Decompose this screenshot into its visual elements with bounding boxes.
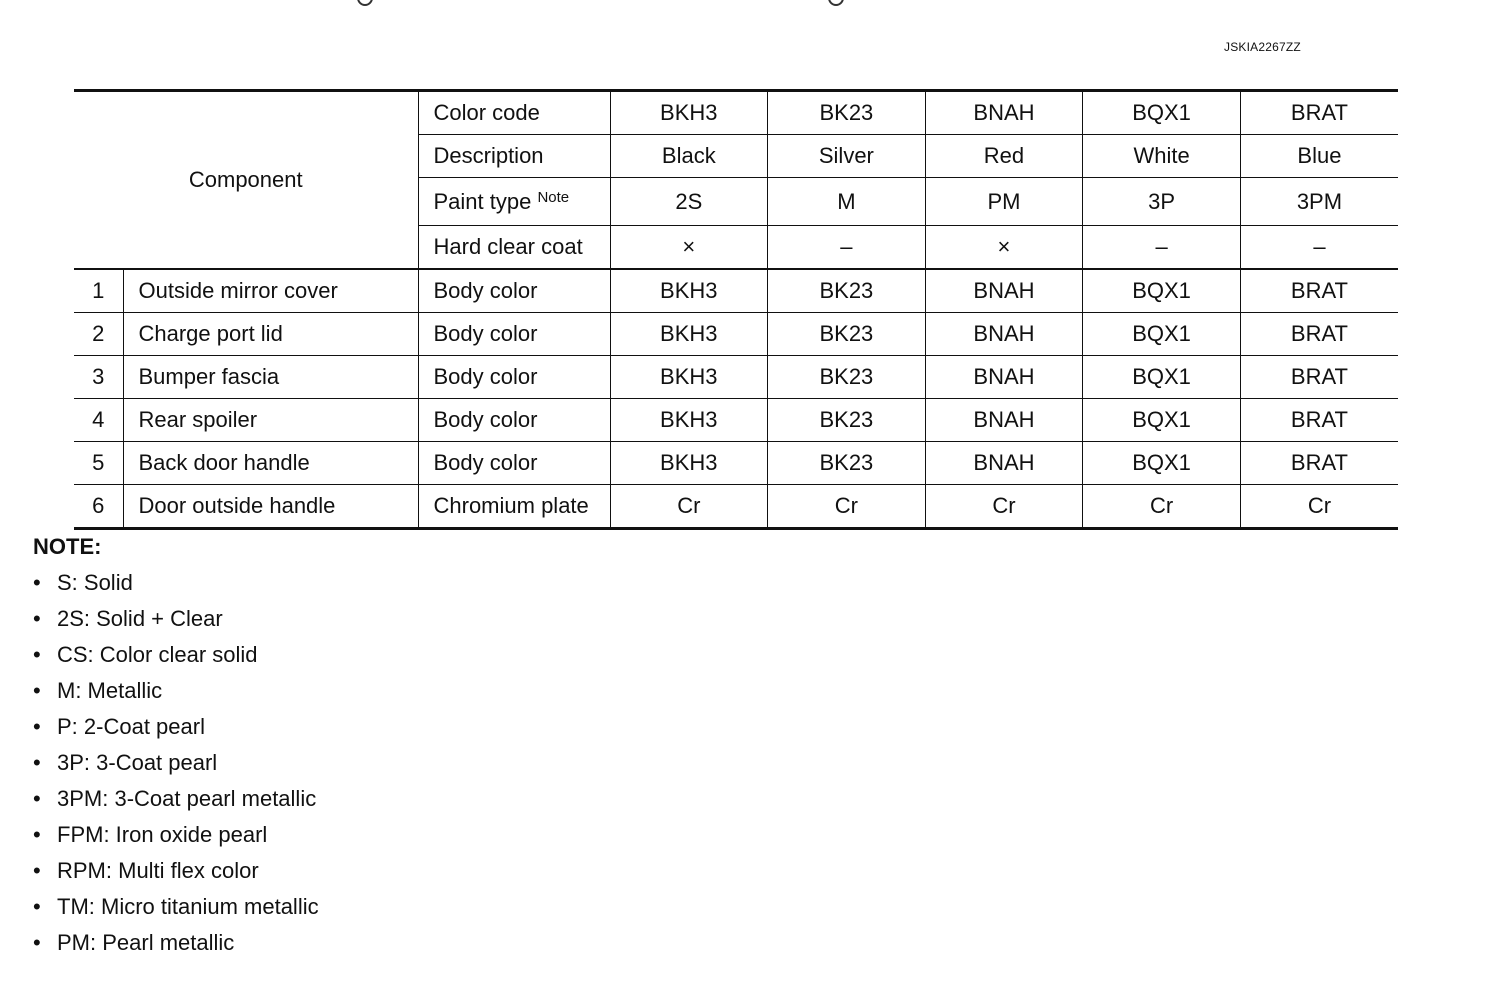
header-value-cell: Black: [610, 135, 768, 178]
header-label: [418, 135, 610, 178]
note-item: [33, 677, 319, 713]
color-value-cell: Cr: [768, 485, 926, 529]
color-value-cell: BKH3: [610, 269, 768, 313]
table-row: [74, 313, 1398, 356]
header-row: [74, 91, 1398, 135]
header-label: [418, 226, 610, 270]
color-value-cell: Cr: [610, 485, 768, 529]
note-item: [33, 569, 319, 605]
notes-list: [33, 569, 319, 965]
header-value-cell: BK23: [768, 91, 926, 135]
component-name: Back door handle: [123, 442, 418, 485]
header-value-cell: M: [768, 178, 926, 226]
bullet-icon: •: [33, 750, 41, 775]
circle-marker-icon: [828, 0, 844, 6]
note-item: [33, 929, 319, 965]
bullet-icon: •: [33, 714, 41, 739]
header-value-cell: –: [1240, 226, 1398, 270]
color-value-cell: BNAH: [925, 313, 1083, 356]
component-finish: Body color: [418, 269, 610, 313]
color-value-cell: BRAT: [1240, 313, 1398, 356]
note-reference: Note: [537, 188, 570, 206]
paint-color-table: [74, 89, 1398, 530]
header-value-cell: BKH3: [610, 91, 768, 135]
note-item: [33, 641, 319, 677]
header-label-text: Description: [433, 143, 544, 168]
header-label-text: Hard clear coat: [433, 234, 583, 259]
color-value-cell: BKH3: [610, 356, 768, 399]
header-label: [418, 178, 610, 226]
color-value-cell: BKH3: [610, 442, 768, 485]
header-value-cell: BNAH: [925, 91, 1083, 135]
note-text: TM: Micro titanium metallic: [57, 894, 319, 919]
note-text: P: 2-Coat pearl: [57, 714, 205, 739]
header-value-cell: BQX1: [1083, 91, 1241, 135]
header-value-cell: Silver: [768, 135, 926, 178]
note-text: CS: Color clear solid: [57, 642, 258, 667]
table-row: [74, 442, 1398, 485]
component-header: Component: [74, 91, 418, 270]
note-text: 3PM: 3-Coat pearl metallic: [57, 786, 317, 811]
color-value-cell: BK23: [768, 356, 926, 399]
header-label-text: Paint type: [433, 188, 532, 214]
header-value-cell: ×: [610, 226, 768, 270]
circle-marker-icon: [357, 0, 373, 6]
color-value-cell: BK23: [768, 399, 926, 442]
table-row: [74, 485, 1398, 529]
component-finish: Body color: [418, 313, 610, 356]
header-value-cell: BRAT: [1240, 91, 1398, 135]
header-value-cell: –: [1083, 226, 1241, 270]
color-value-cell: BNAH: [925, 442, 1083, 485]
color-value-cell: BRAT: [1240, 399, 1398, 442]
notes-section: [33, 533, 319, 965]
row-number: 2: [74, 313, 123, 356]
note-item: [33, 821, 319, 857]
header-label-text: Color code: [433, 100, 540, 125]
header-value-cell: White: [1083, 135, 1241, 178]
table-row: [74, 356, 1398, 399]
note-text: PM: Pearl metallic: [57, 930, 235, 955]
header-value-cell: 3PM: [1240, 178, 1398, 226]
component-name: Bumper fascia: [123, 356, 418, 399]
row-number: 5: [74, 442, 123, 485]
color-value-cell: BK23: [768, 313, 926, 356]
bullet-icon: •: [33, 858, 41, 883]
color-value-cell: BQX1: [1083, 313, 1241, 356]
bullet-icon: •: [33, 606, 41, 631]
color-value-cell: BQX1: [1083, 356, 1241, 399]
header-label: [418, 91, 610, 135]
color-value-cell: BRAT: [1240, 442, 1398, 485]
row-number: 6: [74, 485, 123, 529]
bullet-icon: •: [33, 894, 41, 919]
color-value-cell: BKH3: [610, 313, 768, 356]
color-value-cell: Cr: [925, 485, 1083, 529]
note-text: RPM: Multi flex color: [57, 858, 259, 883]
component-finish: Chromium plate: [418, 485, 610, 529]
color-value-cell: BK23: [768, 442, 926, 485]
header-value-cell: –: [768, 226, 926, 270]
table-row: [74, 399, 1398, 442]
note-item: [33, 605, 319, 641]
cropped-figure-marks: [0, 0, 1504, 4]
color-value-cell: BRAT: [1240, 356, 1398, 399]
bullet-icon: •: [33, 678, 41, 703]
bullet-icon: •: [33, 930, 41, 955]
row-number: 3: [74, 356, 123, 399]
color-value-cell: BKH3: [610, 399, 768, 442]
color-value-cell: BNAH: [925, 356, 1083, 399]
header-value-cell: PM: [925, 178, 1083, 226]
header-value-cell: Red: [925, 135, 1083, 178]
note-text: S: Solid: [57, 570, 133, 595]
component-finish: Body color: [418, 399, 610, 442]
color-value-cell: BK23: [768, 269, 926, 313]
bullet-icon: •: [33, 786, 41, 811]
notes-title: NOTE:: [33, 534, 102, 559]
note-item: [33, 749, 319, 785]
header-value-cell: Blue: [1240, 135, 1398, 178]
component-name: Rear spoiler: [123, 399, 418, 442]
bullet-icon: •: [33, 570, 41, 595]
note-text: M: Metallic: [57, 678, 163, 703]
note-item: [33, 893, 319, 929]
row-number: 1: [74, 269, 123, 313]
color-value-cell: BNAH: [925, 399, 1083, 442]
note-item: [33, 713, 319, 749]
color-value-cell: BQX1: [1083, 442, 1241, 485]
color-value-cell: BNAH: [925, 269, 1083, 313]
bullet-icon: •: [33, 822, 41, 847]
color-value-cell: Cr: [1083, 485, 1241, 529]
header-value-cell: 3P: [1083, 178, 1241, 226]
color-value-cell: BQX1: [1083, 269, 1241, 313]
row-number: 4: [74, 399, 123, 442]
header-value-cell: ×: [925, 226, 1083, 270]
component-name: Outside mirror cover: [123, 269, 418, 313]
note-text: FPM: Iron oxide pearl: [57, 822, 268, 847]
component-name: Door outside handle: [123, 485, 418, 529]
figure-id: JSKIA2267ZZ: [1224, 40, 1301, 54]
note-item: [33, 785, 319, 821]
header-value-cell: 2S: [610, 178, 768, 226]
table-row: [74, 269, 1398, 313]
component-name: Charge port lid: [123, 313, 418, 356]
bullet-icon: •: [33, 642, 41, 667]
color-value-cell: BRAT: [1240, 269, 1398, 313]
component-finish: Body color: [418, 356, 610, 399]
color-value-cell: BQX1: [1083, 399, 1241, 442]
note-text: 3P: 3-Coat pearl: [57, 750, 218, 775]
note-item: [33, 857, 319, 893]
component-finish: Body color: [418, 442, 610, 485]
color-value-cell: Cr: [1240, 485, 1398, 529]
note-text: 2S: Solid + Clear: [57, 606, 223, 631]
